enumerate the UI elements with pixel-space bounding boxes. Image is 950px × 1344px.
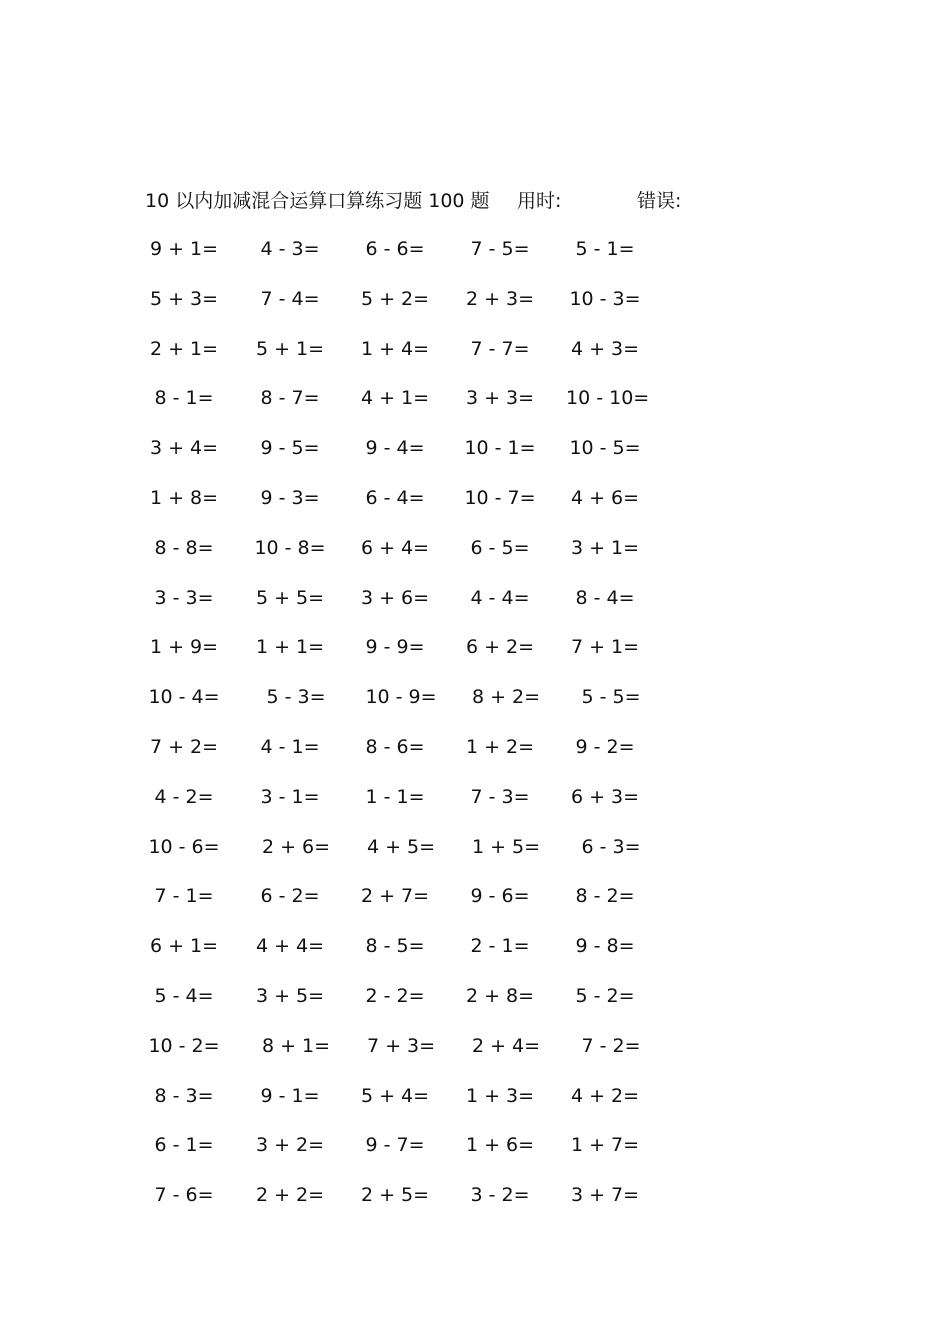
problem-item: 7 - 1= [154,885,214,908]
problem-item: 7 - 2= [581,1034,641,1057]
problem-item: 1 + 8= [149,486,219,509]
problem-row [148,784,708,834]
problem-row [148,385,708,435]
problem-item: 6 + 2= [465,636,535,659]
problem-item: 5 + 5= [255,586,325,609]
problem-item: 4 + 6= [570,486,640,509]
problem-item: 10 - 5= [569,437,641,460]
problem-item: 4 - 1= [260,735,320,758]
problem-item: 3 + 5= [255,984,325,1007]
problem-item: 3 - 3= [154,586,214,609]
problem-item: 7 - 6= [154,1184,214,1207]
problem-row [148,585,708,635]
problem-row [148,883,708,933]
problem-item: 3 + 4= [149,437,219,460]
problem-item: 8 - 8= [154,536,214,559]
error-count-label: 错误: [637,190,682,212]
problem-row [148,535,708,585]
problem-item: 3 + 7= [570,1184,640,1207]
problem-item: 8 - 3= [154,1084,214,1107]
problem-item: 5 + 2= [360,287,430,310]
problem-item: 2 + 1= [149,337,219,360]
problem-item: 10 - 10= [566,387,650,410]
problem-item: 2 + 5= [360,1184,430,1207]
problem-item: 1 + 1= [255,636,325,659]
problem-row [148,834,708,884]
problem-item: 1 + 2= [465,735,535,758]
problem-item: 4 + 2= [570,1084,640,1107]
worksheet-header [145,186,765,214]
problem-item: 4 + 4= [255,935,325,958]
problem-item: 7 - 4= [260,287,320,310]
problem-row [148,286,708,336]
problem-item: 9 - 4= [365,437,425,460]
problem-item: 9 - 3= [260,486,320,509]
problem-item: 9 - 8= [575,935,635,958]
problem-row [148,1182,708,1232]
problem-row [148,435,708,485]
problem-item: 8 - 2= [575,885,635,908]
problem-item: 2 - 1= [470,935,530,958]
problem-item: 1 + 9= [149,636,219,659]
problem-item: 8 - 5= [365,935,425,958]
problem-item: 2 + 3= [465,287,535,310]
problem-item: 2 + 7= [360,885,430,908]
problem-item: 1 + 3= [465,1084,535,1107]
problem-item: 8 + 1= [261,1034,331,1057]
problem-item: 10 - 7= [464,486,536,509]
problem-item: 9 - 5= [260,437,320,460]
problem-item: 9 - 6= [470,885,530,908]
problem-item: 7 - 3= [470,785,530,808]
problem-item: 10 - 6= [148,835,220,858]
problem-row [148,336,708,386]
problem-item: 6 - 3= [581,835,641,858]
problem-item: 6 - 6= [365,238,425,260]
problem-item: 3 + 3= [465,387,535,410]
problem-item: 1 - 1= [365,785,425,808]
problem-item: 10 - 3= [569,287,641,310]
problem-item: 10 - 8= [254,536,326,559]
problem-row [148,1132,708,1182]
problem-item: 1 + 6= [465,1134,535,1157]
problem-item: 2 + 8= [465,984,535,1007]
problem-row [148,236,708,286]
problem-item: 9 - 2= [575,735,635,758]
problem-item: 3 + 6= [360,586,430,609]
problem-item: 4 - 3= [260,238,320,260]
problem-item: 7 + 1= [570,636,640,659]
problem-item: 7 + 2= [149,735,219,758]
problem-item: 5 - 2= [575,984,635,1007]
problem-item: 2 + 6= [261,835,331,858]
problem-row [148,684,708,734]
problem-row [148,1033,708,1083]
problem-item: 6 + 4= [360,536,430,559]
problem-item: 4 + 5= [366,835,436,858]
problem-grid [148,236,708,1232]
problem-item: 8 - 4= [575,586,635,609]
problem-item: 6 - 5= [470,536,530,559]
problem-item: 5 - 4= [154,984,214,1007]
problem-item: 10 - 9= [365,686,437,709]
problem-item: 3 + 1= [570,536,640,559]
problem-item: 8 - 6= [365,735,425,758]
problem-item: 8 - 7= [260,387,320,410]
problem-row [148,485,708,535]
problem-item: 8 - 1= [154,387,214,410]
problem-item: 5 - 5= [581,686,641,709]
problem-item: 8 + 2= [471,686,541,709]
problem-item: 2 - 2= [365,984,425,1007]
problem-item: 4 - 4= [470,586,530,609]
problem-item: 1 + 4= [360,337,430,360]
problem-item: 1 + 7= [570,1134,640,1157]
problem-item: 10 - 2= [148,1034,220,1057]
problem-item: 7 - 7= [470,337,530,360]
problem-row [148,933,708,983]
problem-item: 7 + 3= [366,1034,436,1057]
problem-item: 10 - 1= [464,437,536,460]
problem-item: 4 - 2= [154,785,214,808]
problem-row [148,983,708,1033]
problem-row [148,1083,708,1133]
problem-item: 4 + 1= [360,387,430,410]
problem-item: 10 - 4= [148,686,220,709]
time-used-label: 用时: [517,190,562,212]
problem-item: 9 - 7= [365,1134,425,1157]
problem-item: 7 - 5= [470,238,530,260]
problem-item: 6 + 1= [149,935,219,958]
problem-item: 4 + 3= [570,337,640,360]
problem-item: 2 + 4= [471,1034,541,1057]
problem-row [148,634,708,684]
problem-item: 5 - 1= [575,238,635,260]
problem-item: 5 + 1= [255,337,325,360]
problem-item: 9 - 1= [260,1084,320,1107]
problem-item: 5 + 3= [149,287,219,310]
problem-item: 6 - 4= [365,486,425,509]
problem-row [148,734,708,784]
problem-item: 9 - 9= [365,636,425,659]
problem-item: 3 + 2= [255,1134,325,1157]
worksheet-title: 10 以内加减混合运算口算练习题 100 题 [145,190,490,212]
problem-item: 5 - 3= [266,686,326,709]
problem-item: 6 - 2= [260,885,320,908]
problem-item: 3 - 1= [260,785,320,808]
problem-item: 5 + 4= [360,1084,430,1107]
problem-item: 6 + 3= [570,785,640,808]
problem-item: 6 - 1= [154,1134,214,1157]
problem-item: 2 + 2= [255,1184,325,1207]
problem-item: 1 + 5= [471,835,541,858]
problem-item: 3 - 2= [470,1184,530,1207]
problem-item: 9 + 1= [149,238,219,260]
